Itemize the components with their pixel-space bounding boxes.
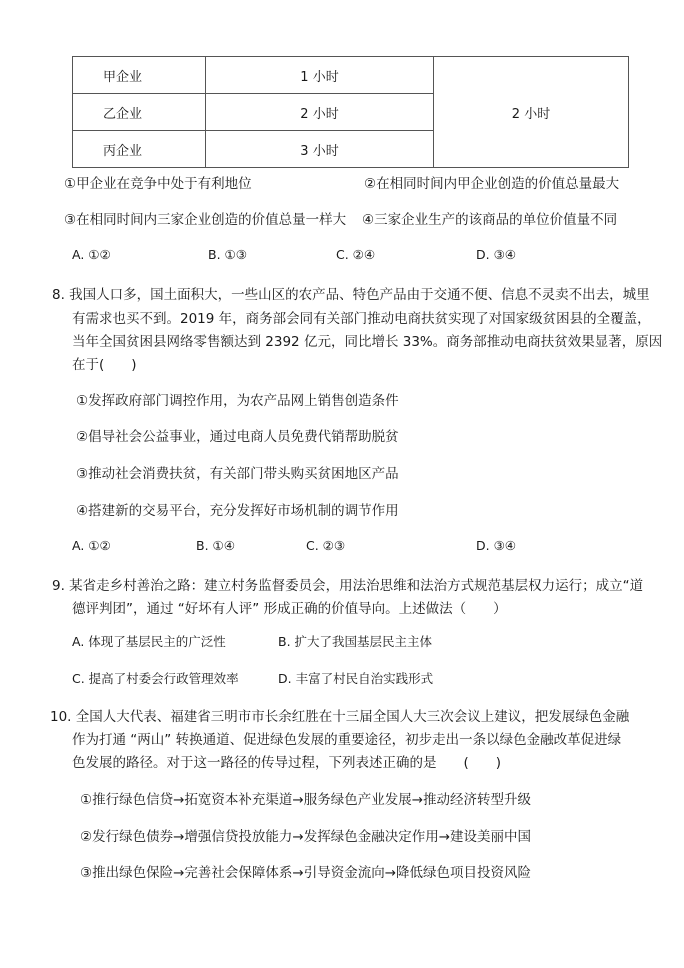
q8-stem-line-4: 在于( ) <box>72 357 137 373</box>
company-cell: 甲企业 <box>73 57 206 94</box>
q8-statement-1: ①发挥政府部门调控作用，为农产品网上销售创造条件 <box>76 393 399 409</box>
q7-option-a[interactable]: A. ①② <box>72 247 111 262</box>
q10-statement-3: ③推出绿色保险→完善社会保障体系→引导资金流向→降低绿色项目投资风险 <box>80 865 532 881</box>
q9-option-c[interactable]: C. 提高了村委会行政管理效率 <box>72 671 239 686</box>
q8-stem-line-1: 8. 我国人口多，国土面积大，一些山区的农产品、特色产品由于交通不便、信息不灵卖不出去，城里 <box>52 287 650 303</box>
q9-stem-line-1: 9. 某省走乡村善治之路：建立村务监督委员会，用法治思维和法治方式规范基层权力运行；成立“道 <box>52 578 644 594</box>
q8-statement-2: ②倡导社会公益事业，通过电商人员免费代销帮助脱贫 <box>76 429 399 445</box>
q10-stem-line-3: 色发展的路径。对于这一路径的传导过程，下列表述正确的是 ( ) <box>72 755 502 771</box>
q10-statement-1: ①推行绿色信贷→拓宽资本补充渠道→服务绿色产业发展→推动经济转型升级 <box>80 792 532 808</box>
q7-statement-4: ④三家企业生产的该商品的单位价值量不同 <box>362 212 618 228</box>
merged-time-cell: 2 小时 <box>434 57 629 168</box>
company-cell: 乙企业 <box>73 94 206 131</box>
q8-option-a[interactable]: A. ①② <box>72 538 111 553</box>
company-cell: 丙企业 <box>73 131 206 168</box>
table-row <box>73 57 629 94</box>
q8-statement-3: ③推动社会消费扶贫，有关部门带头购买贫困地区产品 <box>76 466 399 482</box>
q7-statement-3: ③在相同时间内三家企业创造的价值总量一样大 <box>64 212 347 228</box>
q8-stem-line-2: 有需求也买不到。2019 年，商务部会同有关部门推动电商扶贫实现了对国家级贫困县的全覆盖， <box>72 311 651 327</box>
comparison-table <box>72 56 629 168</box>
q8-stem-line-3: 当年全国贫困县网络零售额达到 2392 亿元，同比增长 33%。商务部推动电商扶贫效果显著，原因 <box>72 334 663 350</box>
q7-option-c[interactable]: C. ②④ <box>336 247 376 262</box>
q7-statement-2: ②在相同时间内甲企业创造的价值总量最大 <box>364 176 620 192</box>
q8-statement-4: ④搭建新的交易平台，充分发挥好市场机制的调节作用 <box>76 503 399 519</box>
q8-option-b[interactable]: B. ①④ <box>196 538 235 553</box>
q9-option-b[interactable]: B. 扩大了我国基层民主主体 <box>278 634 433 649</box>
q8-option-d[interactable]: D. ③④ <box>476 538 516 553</box>
q9-stem-line-2: 德评判团”，通过 “好坏有人评” 形成正确的价值导向。上述做法（ ） <box>72 601 507 617</box>
time-cell: 1 小时 <box>206 57 434 94</box>
q7-option-d[interactable]: D. ③④ <box>476 247 516 262</box>
time-cell: 3 小时 <box>206 131 434 168</box>
q7-option-b[interactable]: B. ①③ <box>208 247 247 262</box>
q7-statement-1: ①甲企业在竞争中处于有利地位 <box>64 176 252 192</box>
q10-stem-line-2: 作为打通 “两山” 转换通道、促进绿色发展的重要途径，初步走出一条以绿色金融改革促进绿 <box>72 732 622 748</box>
q9-option-a[interactable]: A. 体现了基层民主的广泛性 <box>72 634 226 649</box>
time-cell: 2 小时 <box>206 94 434 131</box>
q10-statement-2: ②发行绿色债券→增强信贷投放能力→发挥绿色金融决定作用→建设美丽中国 <box>80 829 532 845</box>
q10-stem-line-1: 10. 全国人大代表、福建省三明市市长余红胜在十三届全国人大三次会议上建议，把发展绿色金融 <box>50 709 630 725</box>
q9-option-d[interactable]: D. 丰富了村民自治实践形式 <box>278 671 434 686</box>
q8-option-c[interactable]: C. ②③ <box>306 538 346 553</box>
